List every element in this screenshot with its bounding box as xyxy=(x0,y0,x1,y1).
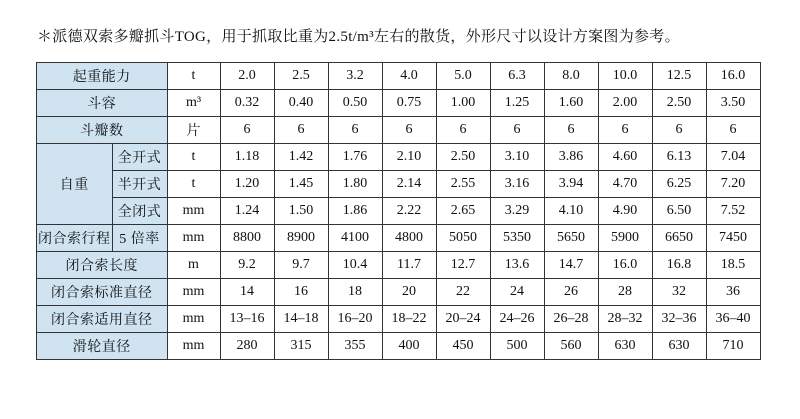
value-cell: 2.65 xyxy=(436,198,490,225)
label-cell: 斗瓣数 xyxy=(37,117,168,144)
value-cell: 2.14 xyxy=(382,171,436,198)
value-cell: 12.5 xyxy=(652,63,706,90)
value-cell: 13–16 xyxy=(220,306,274,333)
value-cell: 8.0 xyxy=(544,63,598,90)
table-row xyxy=(37,90,761,117)
value-cell: 355 xyxy=(328,333,382,360)
value-cell: 20–24 xyxy=(436,306,490,333)
value-cell: 6650 xyxy=(652,225,706,252)
value-cell: 315 xyxy=(274,333,328,360)
value-cell: 5650 xyxy=(544,225,598,252)
value-cell: 4.0 xyxy=(382,63,436,90)
table-row xyxy=(37,144,761,171)
table-row xyxy=(37,333,761,360)
value-cell: 0.40 xyxy=(274,90,328,117)
value-cell: 2.50 xyxy=(652,90,706,117)
value-cell: 450 xyxy=(436,333,490,360)
value-cell: 560 xyxy=(544,333,598,360)
value-cell: 1.76 xyxy=(328,144,382,171)
value-cell: 10.0 xyxy=(598,63,652,90)
value-cell: 14.7 xyxy=(544,252,598,279)
value-cell: 6.13 xyxy=(652,144,706,171)
table-row xyxy=(37,306,761,333)
value-cell: 3.86 xyxy=(544,144,598,171)
value-cell: 1.00 xyxy=(436,90,490,117)
value-cell: 2.55 xyxy=(436,171,490,198)
grab-spec-table xyxy=(36,62,761,360)
value-cell: 2.50 xyxy=(436,144,490,171)
value-cell: 7.04 xyxy=(706,144,760,171)
value-cell: 3.50 xyxy=(706,90,760,117)
value-cell: 20 xyxy=(382,279,436,306)
value-cell: 1.20 xyxy=(220,171,274,198)
value-cell: 500 xyxy=(490,333,544,360)
table-row xyxy=(37,117,761,144)
value-cell: 6 xyxy=(328,117,382,144)
value-cell: 32–36 xyxy=(652,306,706,333)
value-cell: 5350 xyxy=(490,225,544,252)
value-cell: 13.6 xyxy=(490,252,544,279)
value-cell: 7450 xyxy=(706,225,760,252)
label-cell: 全闭式 xyxy=(112,198,167,225)
spec-table-body xyxy=(37,63,761,360)
value-cell: 1.42 xyxy=(274,144,328,171)
label-cell: 斗容 xyxy=(37,90,168,117)
value-cell: 4.60 xyxy=(598,144,652,171)
value-cell: 6 xyxy=(490,117,544,144)
value-cell: 0.75 xyxy=(382,90,436,117)
value-cell: 1.24 xyxy=(220,198,274,225)
value-cell: 400 xyxy=(382,333,436,360)
value-cell: 1.80 xyxy=(328,171,382,198)
value-cell: 18 xyxy=(328,279,382,306)
value-cell: 4.10 xyxy=(544,198,598,225)
value-cell: 710 xyxy=(706,333,760,360)
value-cell: 6 xyxy=(652,117,706,144)
value-cell: 3.29 xyxy=(490,198,544,225)
value-cell: 2.10 xyxy=(382,144,436,171)
value-cell: 16 xyxy=(274,279,328,306)
value-cell: 3.2 xyxy=(328,63,382,90)
value-cell: 3.16 xyxy=(490,171,544,198)
value-cell: 8800 xyxy=(220,225,274,252)
value-cell: 16.8 xyxy=(652,252,706,279)
value-cell: 5050 xyxy=(436,225,490,252)
value-cell: 6 xyxy=(706,117,760,144)
value-cell: 2.22 xyxy=(382,198,436,225)
unit-cell: t xyxy=(167,171,220,198)
value-cell: 7.20 xyxy=(706,171,760,198)
value-cell: 26–28 xyxy=(544,306,598,333)
value-cell: 11.7 xyxy=(382,252,436,279)
value-cell: 16–20 xyxy=(328,306,382,333)
unit-cell: mm xyxy=(167,306,220,333)
value-cell: 1.18 xyxy=(220,144,274,171)
unit-cell: mm xyxy=(167,225,220,252)
unit-cell: 片 xyxy=(167,117,220,144)
value-cell: 7.52 xyxy=(706,198,760,225)
value-cell: 5900 xyxy=(598,225,652,252)
value-cell: 0.32 xyxy=(220,90,274,117)
value-cell: 280 xyxy=(220,333,274,360)
value-cell: 6 xyxy=(274,117,328,144)
value-cell: 6 xyxy=(598,117,652,144)
label-cell: 闭合索适用直径 xyxy=(37,306,168,333)
value-cell: 14–18 xyxy=(274,306,328,333)
value-cell: 1.60 xyxy=(544,90,598,117)
label-cell: 闭合索标准直径 xyxy=(37,279,168,306)
value-cell: 630 xyxy=(652,333,706,360)
value-cell: 1.86 xyxy=(328,198,382,225)
value-cell: 36–40 xyxy=(706,306,760,333)
page-title: ＊派德双索多瓣抓斗TOG，用于抓取比重为2.5t/m³左右的散货，外形尺寸以设计方案图为参考。 xyxy=(37,29,680,45)
value-cell: 2.5 xyxy=(274,63,328,90)
value-cell: 14 xyxy=(220,279,274,306)
value-cell: 28 xyxy=(598,279,652,306)
unit-cell: t xyxy=(167,63,220,90)
table-row xyxy=(37,252,761,279)
value-cell: 24 xyxy=(490,279,544,306)
unit-cell: t xyxy=(167,144,220,171)
value-cell: 1.45 xyxy=(274,171,328,198)
value-cell: 630 xyxy=(598,333,652,360)
label-cell: 闭合索长度 xyxy=(37,252,168,279)
label-cell: 5 倍率 xyxy=(112,225,167,252)
value-cell: 6 xyxy=(544,117,598,144)
table-row xyxy=(37,63,761,90)
table-row xyxy=(37,225,761,252)
label-cell: 半开式 xyxy=(112,171,167,198)
value-cell: 26 xyxy=(544,279,598,306)
value-cell: 9.7 xyxy=(274,252,328,279)
value-cell: 6.25 xyxy=(652,171,706,198)
value-cell: 8900 xyxy=(274,225,328,252)
label-cell: 自重 xyxy=(37,144,113,225)
value-cell: 1.50 xyxy=(274,198,328,225)
unit-cell: m xyxy=(167,252,220,279)
value-cell: 6 xyxy=(382,117,436,144)
value-cell: 10.4 xyxy=(328,252,382,279)
label-cell: 闭合索行程 xyxy=(37,225,113,252)
value-cell: 18.5 xyxy=(706,252,760,279)
value-cell: 3.10 xyxy=(490,144,544,171)
value-cell: 4.70 xyxy=(598,171,652,198)
value-cell: 6.50 xyxy=(652,198,706,225)
value-cell: 6 xyxy=(436,117,490,144)
value-cell: 24–26 xyxy=(490,306,544,333)
value-cell: 4.90 xyxy=(598,198,652,225)
value-cell: 18–22 xyxy=(382,306,436,333)
table-row xyxy=(37,171,761,198)
value-cell: 16.0 xyxy=(598,252,652,279)
unit-cell: mm xyxy=(167,333,220,360)
value-cell: 22 xyxy=(436,279,490,306)
value-cell: 3.94 xyxy=(544,171,598,198)
value-cell: 6 xyxy=(220,117,274,144)
label-cell: 滑轮直径 xyxy=(37,333,168,360)
value-cell: 4100 xyxy=(328,225,382,252)
label-cell: 起重能力 xyxy=(37,63,168,90)
value-cell: 9.2 xyxy=(220,252,274,279)
unit-cell: mm xyxy=(167,198,220,225)
table-row xyxy=(37,279,761,306)
unit-cell: mm xyxy=(167,279,220,306)
value-cell: 32 xyxy=(652,279,706,306)
value-cell: 0.50 xyxy=(328,90,382,117)
value-cell: 4800 xyxy=(382,225,436,252)
value-cell: 16.0 xyxy=(706,63,760,90)
value-cell: 1.25 xyxy=(490,90,544,117)
value-cell: 2.00 xyxy=(598,90,652,117)
table-row xyxy=(37,198,761,225)
value-cell: 5.0 xyxy=(436,63,490,90)
value-cell: 36 xyxy=(706,279,760,306)
value-cell: 6.3 xyxy=(490,63,544,90)
value-cell: 28–32 xyxy=(598,306,652,333)
label-cell: 全开式 xyxy=(112,144,167,171)
value-cell: 12.7 xyxy=(436,252,490,279)
value-cell: 2.0 xyxy=(220,63,274,90)
unit-cell: m³ xyxy=(167,90,220,117)
